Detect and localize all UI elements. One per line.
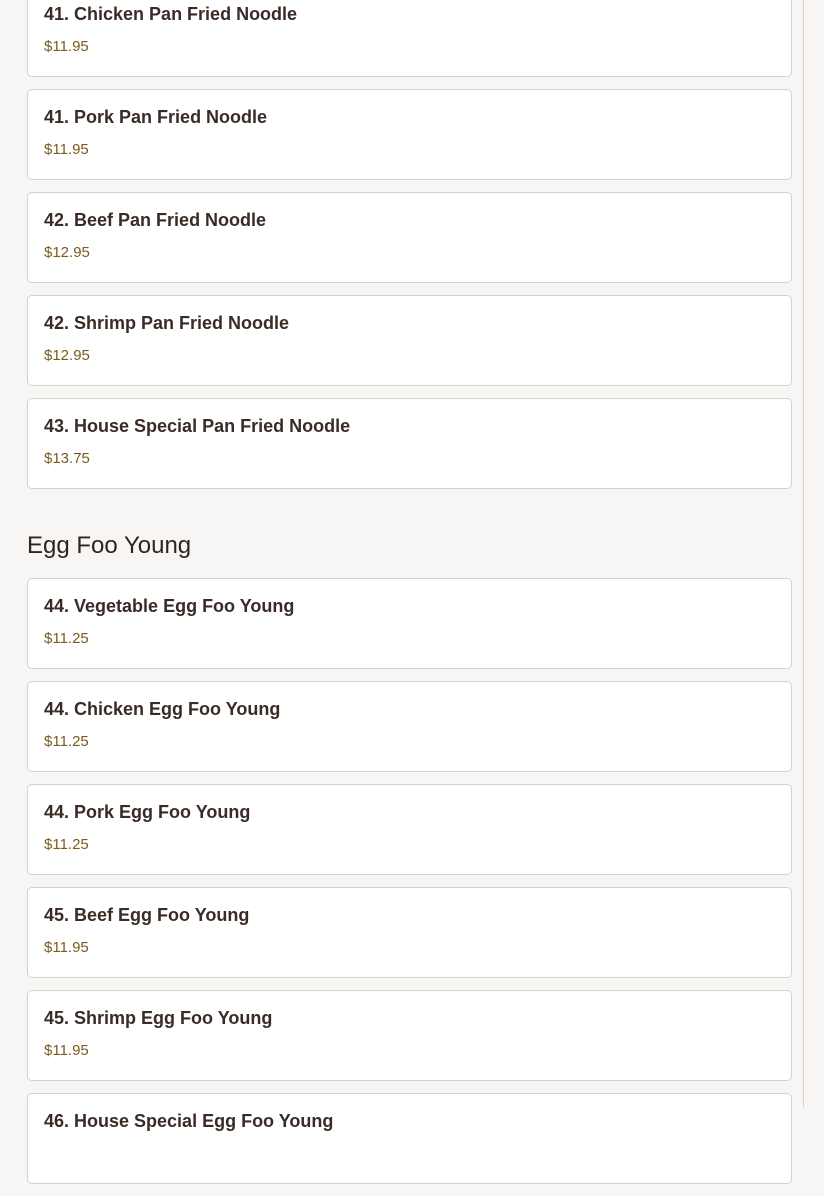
menu-item-price: $11.95	[44, 141, 89, 158]
menu-item-card[interactable]	[27, 784, 792, 875]
menu-content	[27, 0, 792, 1196]
menu-item-name: 46. House Special Egg Foo Young	[44, 1111, 334, 1131]
menu-item-price: $12.95	[44, 347, 90, 364]
menu-item-card[interactable]	[27, 990, 792, 1081]
menu-item-name: 42. Shrimp Pan Fried Noodle	[44, 313, 290, 333]
menu-item-card[interactable]	[27, 192, 792, 283]
menu-item-card[interactable]	[27, 0, 792, 77]
menu-item-price: $11.25	[44, 630, 89, 647]
menu-item-price: $11.95	[44, 939, 89, 956]
section-heading-egg-foo-young: Egg Foo Young	[27, 532, 192, 559]
menu-item-card[interactable]	[27, 89, 792, 180]
menu-item-name: 45. Shrimp Egg Foo Young	[44, 1008, 273, 1028]
menu-item-price: $11.95	[44, 38, 89, 55]
menu-item-price: $11.25	[44, 836, 89, 853]
menu-item-card[interactable]	[27, 578, 792, 669]
menu-item-card[interactable]	[27, 887, 792, 978]
menu-item-name: 43. House Special Pan Fried Noodle	[44, 416, 351, 436]
menu-item-price: $13.75	[44, 450, 90, 467]
menu-item-price: $12.95	[44, 244, 90, 261]
menu-item-name: 45. Beef Egg Foo Young	[44, 905, 250, 925]
menu-item-name: 44. Chicken Egg Foo Young	[44, 699, 281, 719]
menu-item-name: 41. Pork Pan Fried Noodle	[44, 107, 268, 127]
menu-item-price: $11.95	[44, 1042, 89, 1059]
menu-item-price: $11.25	[44, 733, 89, 750]
menu-item-card[interactable]	[27, 398, 792, 489]
menu-item-name: 41. Chicken Pan Fried Noodle	[44, 4, 298, 24]
menu-item-card[interactable]	[27, 295, 792, 386]
page-right-border	[803, 0, 804, 1108]
menu-item-name: 44. Pork Egg Foo Young	[44, 802, 251, 822]
menu-item-card[interactable]	[27, 1093, 792, 1184]
menu-item-name: 44. Vegetable Egg Foo Young	[44, 596, 295, 616]
menu-item-name: 42. Beef Pan Fried Noodle	[44, 210, 267, 230]
menu-item-card[interactable]	[27, 681, 792, 772]
